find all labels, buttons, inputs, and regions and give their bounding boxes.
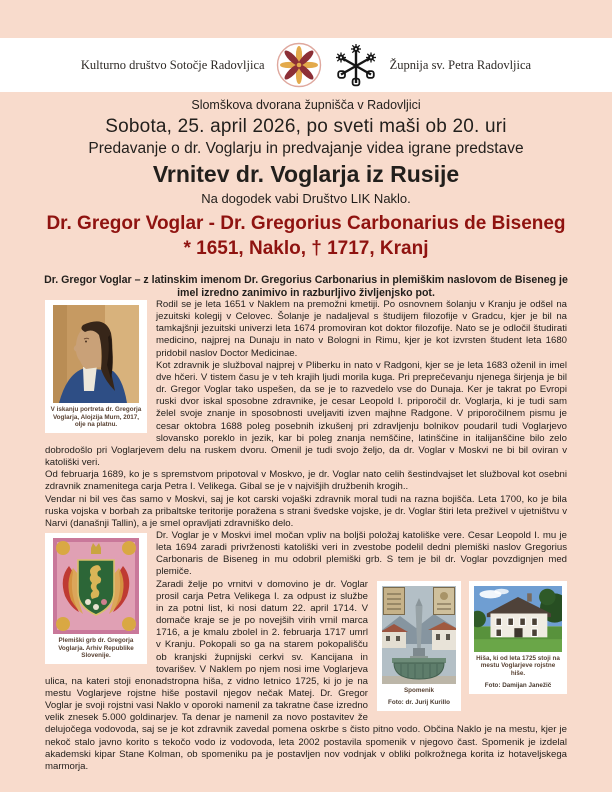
house-credit: Foto: Damijan Janežič xyxy=(484,682,552,690)
org-right-name: Župnija sv. Petra Radovljica xyxy=(389,57,532,72)
body-paragraph: Kot zdravnik je služboval najprej v Pliberku in nato v Radgoni, kjer se je leta 1683 oženil in imel dve hčeri. V tistem času je v teh krajih ljudi morila kuga. Pri preprečevanju njenega širjenja je bil dr. Gregor Voglar tako uspešen, da se je to razvedelo vse do Dunaja. Ker je takrat po Evropi ruski dvor iskal sposobne zdravnike, je cesar Leopold I. priporočil dr. Voglarja, ki je tudi sam želel svoje znanje in sposobnosti uveljaviti izven majhne Radgone. V priporočilnem pismu je cesar oktobra 1688 poleg posebnih izkušenj pri zdravljenju bolnikov poudaril tudi Voglarjevo slovansko poreklo in jezik, kar bi poleg znanja nemščine, latinščine in italijanščine bilo zelo dobrodošlo pri Voglarjevem delu na ruskem dvoru. Omenil je tudi svojo željo, da dr. Voglar v Moskvi ne bi bil oviran v katoliški veri. xyxy=(45,359,567,469)
portrait-figure xyxy=(45,300,147,433)
house-figure xyxy=(469,581,567,694)
monument-image xyxy=(382,586,456,684)
coat-of-arms-figure xyxy=(45,533,147,664)
venue-line: Slomškova dvorana župnišča v Radovljici xyxy=(191,98,421,112)
monument-figure xyxy=(377,581,461,711)
person-dates: * 1651, Naklo, † 1717, Kranj xyxy=(183,238,429,260)
org-left-name: Kulturno društvo Sotočje Radovljica xyxy=(80,57,265,72)
parish-keys-logo-icon xyxy=(333,42,379,88)
right-figures xyxy=(377,581,567,711)
monument-credit: Foto: dr. Jurij Kurillo xyxy=(388,699,450,707)
date-line: Sobota, 25. april 2026, po sveti maši ob 20. uri xyxy=(105,115,507,137)
body-paragraph: Dr. Voglar je v Moskvi imel močan vpliv na boljši položaj katoliške vere. Cesar Leopold I. mu je leta 1694 zaradi privrženosti katoliški veri in zvestobe podelil dedni plemiški naslov Gregorius Carbonaris de Biseneg in mu odobril plemiški grb. S tem je bil dr. Voglar povzdignjen med plemiče. xyxy=(156,529,567,578)
coat-of-arms-image xyxy=(53,538,139,634)
house-image xyxy=(474,586,562,652)
sotocje-flower-logo-icon xyxy=(276,42,322,88)
body-paragraph: Zaradi želje po vrnitvi v domovino je dr. Voglar prosil carja Petra Velikega I. za odpust iz službe in za potni list, ki nosi datum 22. april 1714. V domače kraje se je po novejših virih vrnil marca 1716, a je kmalu zbolel in 2. februarja 1717 umrl v Kranju. Pokopali so ga na starem pokopališču ob kranjski župnijski cerkvi sv. Kancijana in tovarišev. V Naklem po njem nosi ime Voglarjeva ulica, na kateri stoji enonadstropna hiša, z vidno letnico 1725, ki jo je na mestu Voglarjeve rojstne hiše postavil njegov nečak Matej. Dr. Gregor Voglar je svoji rojstni vasi Naklo v oporoki namenil za takratne čase izredno velik znesek 5.000 goldinarjev. Ta denar je namenil za novo postavitev že delujočega vodovoda, saj se je kot zdravnik zavedal pomena oskrbe s čisto pitno vodo. Občina Naklo je na mestu, kjer je nekoč stalo javno korito s tekočo vodo iz vodovoda, leta 2002 postavila spomenik v njegovo čast. Spomenik je izdelal akademski kipar Stane Kolman, ob spomeniku pa je postavljen nov vodnjak v obliki polkrožnega korita iz hotaveljskega marmorja. xyxy=(45,578,567,772)
body-paragraph: Rodil se je leta 1651 v Naklem na premožni kmetiji. Po osnovnem šolanju v Kranju je odšel na jezuitski kolegij v Celovec. Šolanje je nadaljeval s študijem filozofije v Gradcu, kjer je bil na tamkajšnji jezuitski univerzi leta 1674 promoviran kot doktor filozofije. Nato se je odločil študirati medicino, najprej na Dunaju in nato v Bologni in Rimu, kjer je kot izvrsten študent leta 1680 pridobil naslov Doctor Medicinae. xyxy=(156,299,567,359)
body-paragraph: Od februarja 1689, ko je s spremstvom pripotoval v Moskvo, je dr. Voglar nato celih šestindvajset let služboval kot osebni zdravnik znamenitega carja Petra I. Velikega. Gibal se je v najvišjih družbenih krogih.. xyxy=(45,469,567,493)
header-band xyxy=(0,38,612,92)
show-title: Vrnitev dr. Voglarja iz Rusije xyxy=(152,161,460,188)
house-caption: Hiša, ki od leta 1725 stoji na mestu Voglarjeve rojstne hiše. xyxy=(476,654,560,677)
coat-of-arms-caption: Plemiški grb dr. Gregorja Voglarja. Arhiv Republike Slovenije. xyxy=(58,636,134,660)
intro-paragraph: Dr. Gregor Voglar – z latinskim imenom Dr. Gregorius Carbonarius in plemiškim naslovom de Biseneg je imel izredno zanimivo in razburljivo življenjsko pot. xyxy=(44,273,568,300)
description-line: Predavanje o dr. Voglarju in predvajanje videa igrane predstave xyxy=(88,140,524,158)
person-title: Dr. Gregor Voglar - Dr. Gregorius Carbonarius de Biseneg xyxy=(46,212,566,234)
monument-caption: Spomenik xyxy=(403,686,435,694)
portrait-image xyxy=(53,305,139,403)
invite-line: Na dogodek vabi Društvo LIK Naklo. xyxy=(201,190,411,206)
portrait-caption: V iskanju portreta dr. Gregorja Voglarja, Alojzija Murn, 2017, olje na platnu. xyxy=(50,406,142,429)
article-body xyxy=(45,299,567,773)
body-paragraph: Vendar ni bil ves čas samo v Moskvi, saj je kot carski vojaški zdravnik moral tudi na razna bojišča. Leta 1700, ko je bila ruska vojska v borbah za pribaltske teritorije poražena s strani švedske vojske, je dr. Voglar štiri leta preživel v ujetništvu v Narvi (današnji Tallin), a je smel opravljati zdravniško delo. xyxy=(45,493,567,529)
title-block xyxy=(0,96,612,301)
